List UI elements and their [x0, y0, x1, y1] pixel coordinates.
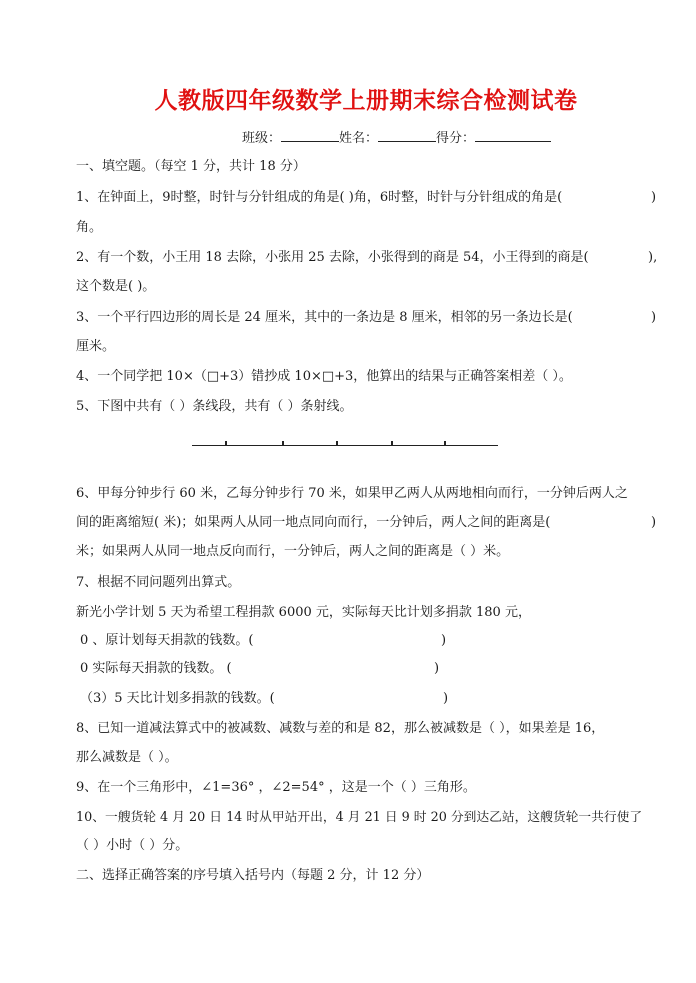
segment-point: [336, 441, 338, 446]
line-segment: [192, 445, 498, 446]
class-label: 班级：: [242, 131, 282, 146]
q7-line1: 7、根据不同问题列出算式。: [76, 575, 241, 590]
section2-heading: 二、选择正确答案的序号填入括号内（每题 2 分，计 12 分）: [76, 868, 430, 883]
class-blank[interactable]: [281, 129, 339, 142]
q7-sub1: 0 、原计划每天捐款的钱数。(: [80, 633, 254, 648]
q4-line1: 4、一个同学把 10×（□+3）错抄成 10×□+3，他算出的结果与正确答案相差（ ）。: [76, 369, 572, 384]
segment-point: [391, 441, 393, 446]
q7-sub2: 0 实际每天捐款的钱数。 (: [80, 661, 232, 676]
q2-line1: 2、有一个数，小王用 18 去除，小张用 25 去除，小张得到的商是 54，小王得到的商是(: [76, 250, 589, 265]
name-label: 姓名：: [339, 131, 379, 146]
segment-point: [225, 441, 227, 446]
q6-line2: 间的距离缩短( 米)；如果两人从同一地点同向而行，一分钟后，两人之间的距离是(: [76, 515, 551, 530]
score-blank[interactable]: [475, 129, 551, 142]
q7-sub3-close: ): [443, 691, 449, 706]
segment-point: [444, 441, 446, 446]
q3-line2: 厘米。: [76, 339, 116, 354]
name-blank[interactable]: [378, 129, 436, 142]
q7-sub1-close: ): [441, 633, 447, 648]
q7-sub3: （3）5 天比计划多捐款的钱数。(: [80, 691, 275, 706]
q6-line3: 米；如果两人从同一地点反向而行，一分钟后，两人之间的距离是（ ）米。: [76, 544, 510, 559]
page-title: 人教版四年级数学上册期末综合检测试卷: [154, 88, 578, 114]
q7-line2: 新光小学计划 5 天为希望工程捐款 6000 元，实际每天比计划多捐款 180 元，: [76, 605, 531, 620]
q1-line2: 角。: [76, 220, 103, 235]
score-label: 得分：: [436, 131, 476, 146]
q10-line1: 10、一艘货轮 4 月 20 日 14 时从甲站开出，4 月 21 日 9 时 20 分到达乙站，这艘货轮一共行使了: [76, 810, 643, 825]
section1-heading: 一、填空题。（每空 1 分，共计 18 分）: [76, 159, 306, 174]
q3-close-paren: ): [651, 310, 657, 325]
student-info-row: [242, 127, 551, 146]
q3-line1: 3、一个平行四边形的周长是 24 厘米，其中的一条边是 8 厘米，相邻的另一条边长是(: [76, 310, 573, 325]
q6-close-paren: ): [651, 515, 657, 530]
q2-line2: 这个数是( )。: [76, 279, 156, 294]
q10-line2: （ ）小时（ ）分。: [76, 838, 189, 853]
q5-line1: 5、下图中共有（ ）条线段，共有（ ）条射线。: [76, 399, 353, 414]
q7-sub2-close: ): [434, 661, 440, 676]
q8-line1: 8、已知一道减法算式中的被减数、减数与差的和是 82，那么被减数是（ ），如果差是 16，: [76, 721, 605, 736]
segment-point: [282, 441, 284, 446]
q2-close-paren: ),: [648, 250, 658, 265]
q1-line1: 1、在钟面上，9时整，时针与分针组成的角是( )角，6时整，时针与分针组成的角是(: [76, 190, 563, 205]
q1-close-paren: ): [651, 190, 657, 205]
q6-line1: 6、甲每分钟步行 60 米，乙每分钟步行 70 米，如果甲乙两人从两地相向而行，一分钟后两人之: [76, 486, 628, 501]
q8-line2: 那么减数是（ ）。: [76, 750, 178, 765]
q9-line1: 9、在一个三角形中，∠1=36° ，∠2=54° ，这是一个（ ）三角形。: [76, 780, 476, 795]
